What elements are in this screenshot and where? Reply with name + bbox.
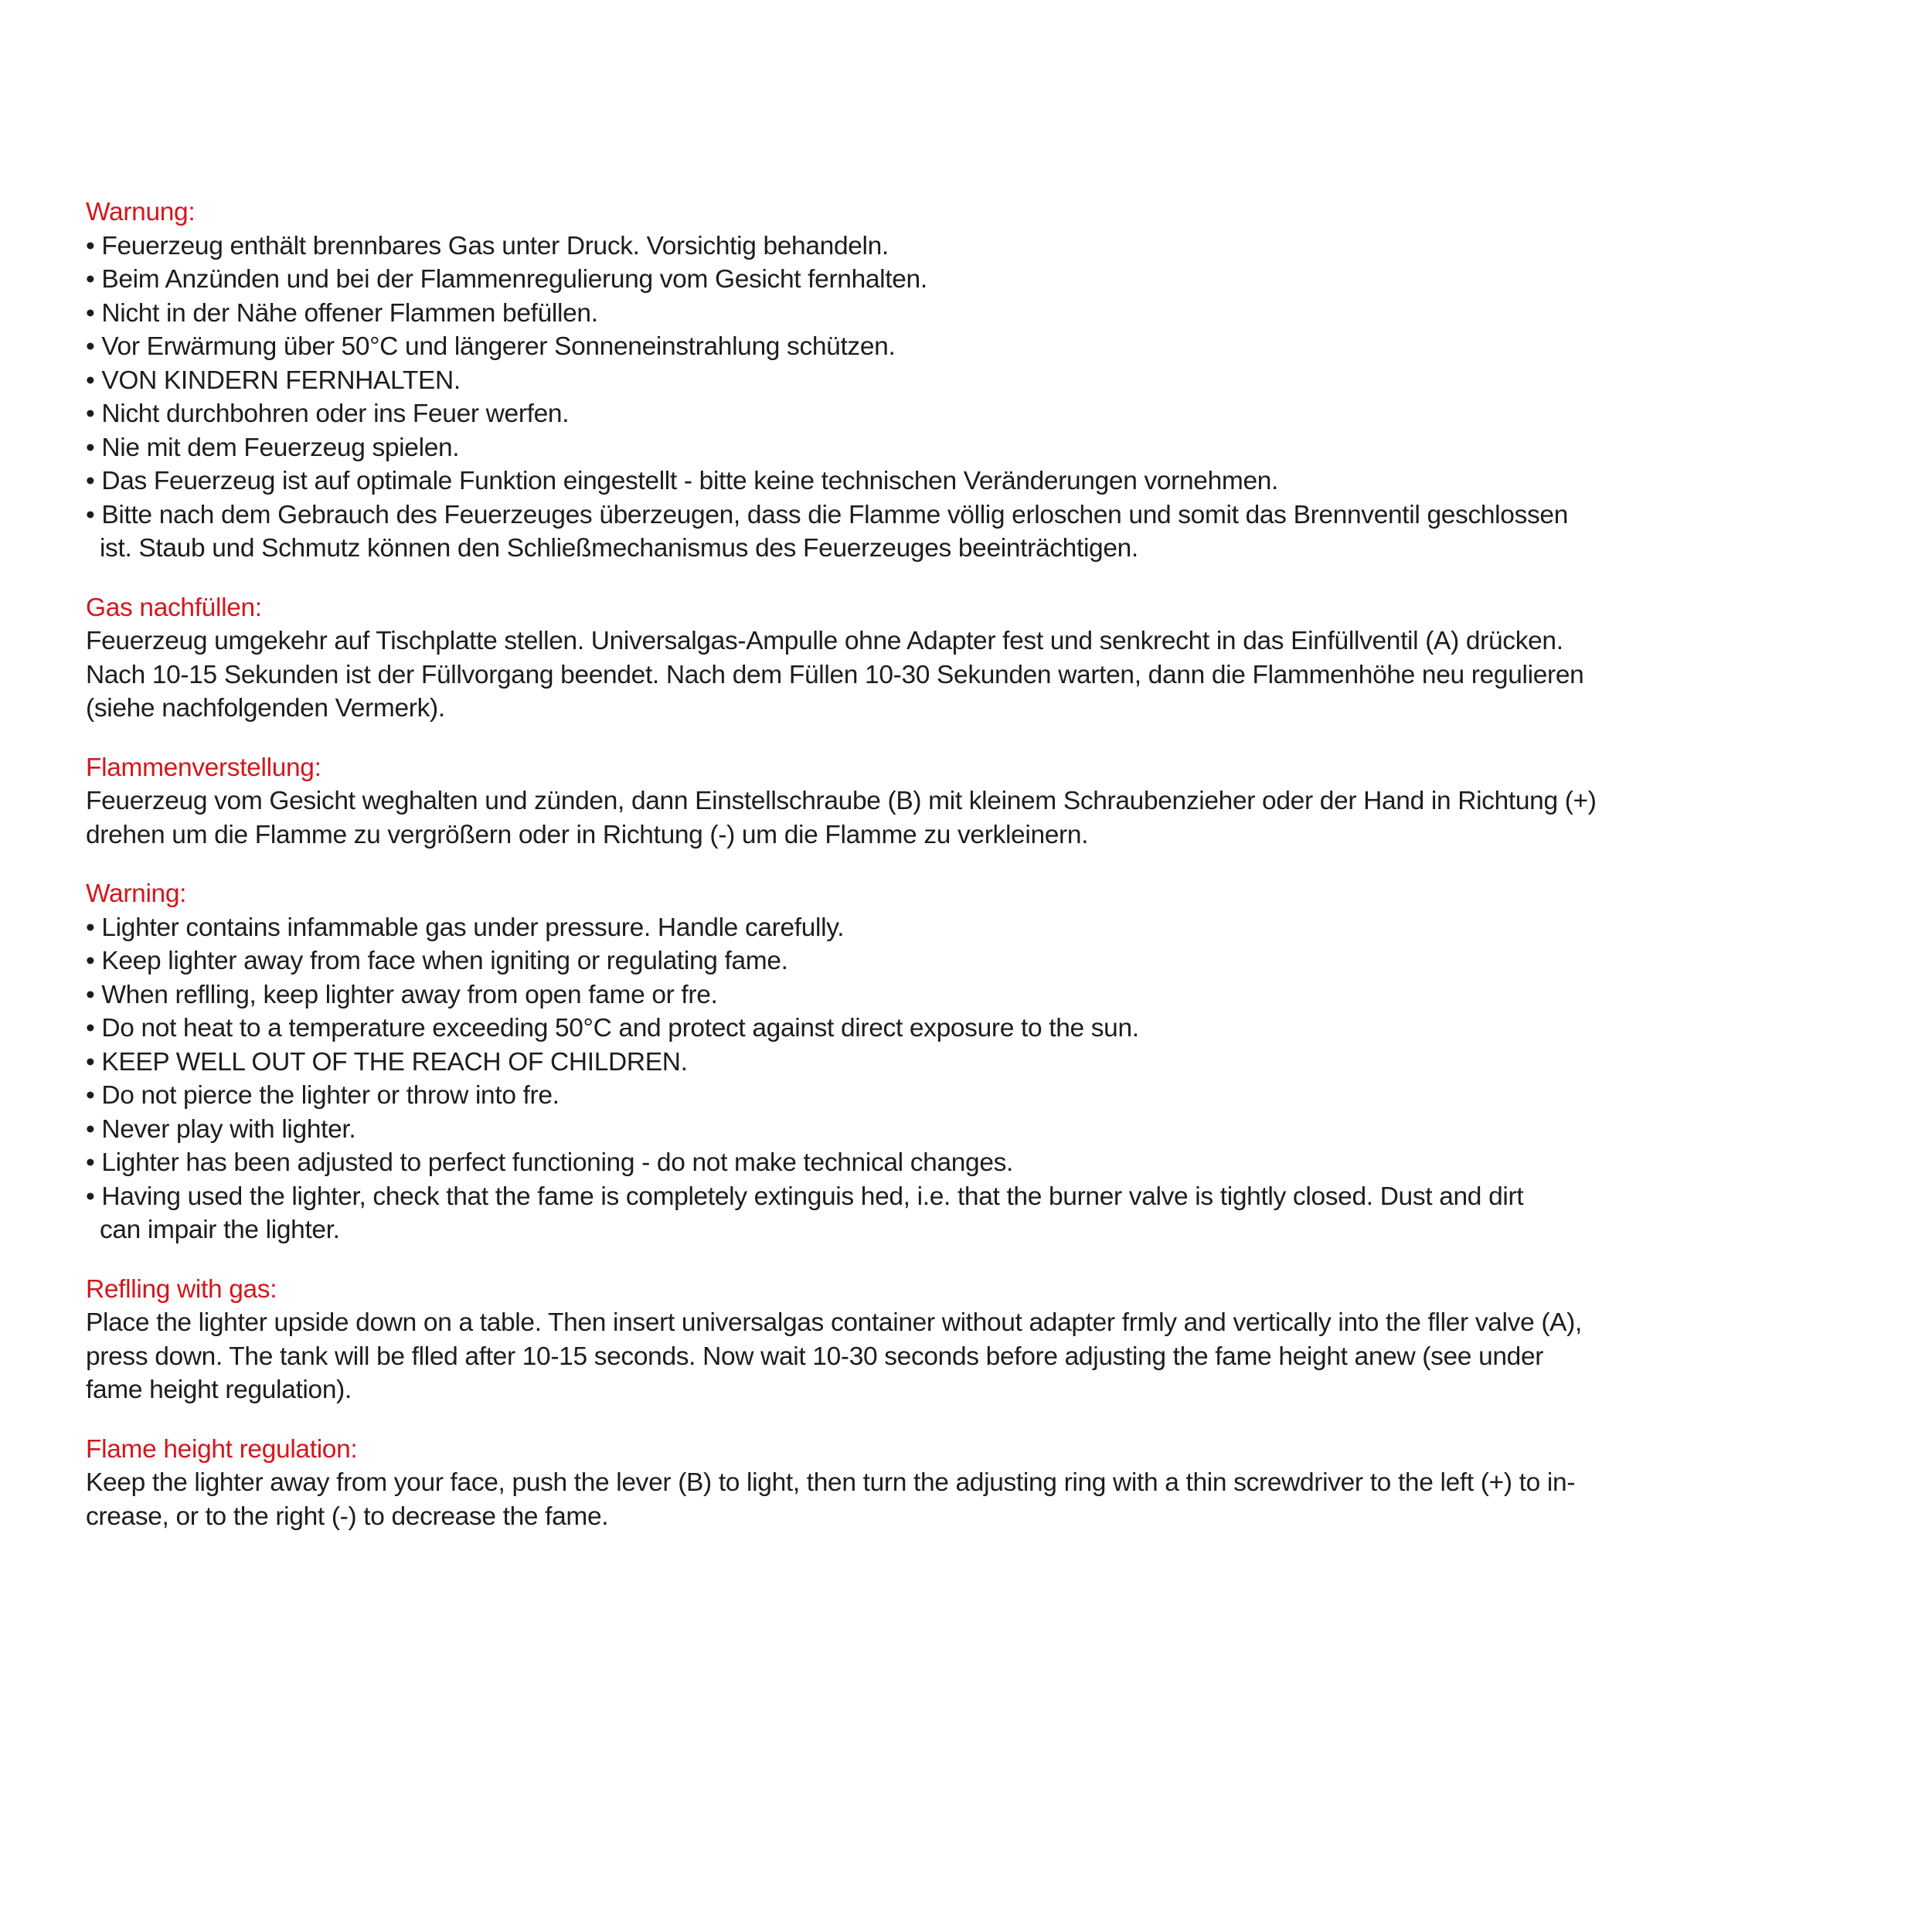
text-line: • Feuerzeug enthält brennbares Gas unter Druck. Vorsichtig behandeln.: [86, 231, 889, 260]
text-line: • Vor Erwärmung über 50°C und längerer Sonneneinstrahlung schützen.: [86, 332, 896, 361]
text-line: • Beim Anzünden und bei der Flammenregulierung vom Gesicht fernhalten.: [86, 265, 927, 294]
text-line: ist. Staub und Schmutz können den Schließmechanismus des Feuerzeuges beeinträchtigen.: [86, 534, 1138, 563]
section-warning-en: [86, 877, 1848, 1247]
text-line: Place the lighter upside down on a table. Then insert universalgas container without adapter frmly and vertically into the fller valve (A),: [86, 1308, 1582, 1337]
text-line: • Nie mit dem Feuerzeug spielen.: [86, 433, 460, 462]
section-flame-height-regulation: [86, 1433, 1848, 1534]
section-heading: Warnung:: [86, 198, 196, 226]
section-flammenverstellung: [86, 751, 1848, 852]
text-line: Keep the lighter away from your face, push the lever (B) to light, then turn the adjusting ring with a thin screwdriver to the left (+) to in-: [86, 1468, 1576, 1497]
section-heading: Flammenverstellung:: [86, 753, 321, 782]
text-line: (siehe nachfolgenden Vermerk).: [86, 694, 445, 723]
section-heading: Warning:: [86, 879, 187, 908]
text-line: Feuerzeug umgekehr auf Tischplatte stellen. Universalgas-Ampulle ohne Adapter fest und senkrecht in das Einfüllventil (A) drücken.: [86, 627, 1563, 655]
text-line: crease, or to the right (-) to decrease the fame.: [86, 1502, 609, 1531]
text-line: • When reflling, keep lighter away from open fame or fre.: [86, 980, 718, 1009]
text-line: • Lighter has been adjusted to perfect functioning - do not make technical changes.: [86, 1148, 1014, 1177]
text-line: • Nicht durchbohren oder ins Feuer werfen.: [86, 400, 570, 428]
text-line: • VON KINDERN FERNHALTEN.: [86, 366, 461, 395]
text-line: • Lighter contains infammable gas under pressure. Handle carefully.: [86, 913, 845, 942]
instruction-document: [86, 196, 1848, 1559]
text-line: can impair the lighter.: [86, 1216, 340, 1244]
section-heading: Flame height regulation:: [86, 1434, 358, 1464]
text-line: fame height regulation).: [86, 1376, 352, 1404]
text-line: • Nicht in der Nähe offener Flammen befüllen.: [86, 298, 598, 328]
text-line: • Das Feuerzeug ist auf optimale Funktion eingestellt - bitte keine technischen Veränderungen vornehmen.: [86, 467, 1279, 495]
text-line: • Do not pierce the lighter or throw into fre.: [86, 1081, 560, 1110]
text-line: press down. The tank will be flled after 10-15 seconds. Now wait 10-30 seconds before adjusting the fame height anew (see under: [86, 1342, 1544, 1371]
text-line: Nach 10-15 Sekunden ist der Füllvorgang beendet. Nach dem Füllen 10-30 Sekunden warten, dann die Flammenhöhe neu regulieren: [86, 660, 1584, 689]
section-refilling-with-gas: [86, 1273, 1848, 1407]
text-line: • Do not heat to a temperature exceeding 50°C and protect against direct exposure to the sun.: [86, 1014, 1139, 1043]
section-heading: Reflling with gas:: [86, 1274, 277, 1304]
section-heading: Gas nachfüllen:: [86, 593, 262, 622]
text-line: Feuerzeug vom Gesicht weghalten und zünden, dann Einstellschraube (B) mit kleinem Schraubenzieher oder der Hand in Richtung (+): [86, 787, 1597, 815]
text-line: • Never play with lighter.: [86, 1114, 356, 1144]
text-line: • Keep lighter away from face when igniting or regulating fame.: [86, 947, 788, 975]
section-gas-nachfuellen: [86, 591, 1848, 726]
text-line: • Having used the lighter, check that the fame is completely extinguis hed, i.e. that the burner valve is tightly closed. Dust and dirt: [86, 1182, 1524, 1211]
section-warnung-de: [86, 196, 1848, 566]
text-line: drehen um die Flamme zu vergrößern oder in Richtung (-) um die Flamme zu verkleinern.: [86, 820, 1089, 849]
text-line: • Bitte nach dem Gebrauch des Feuerzeuges überzeugen, dass die Flamme völlig erloschen und somit das Brennventil geschlossen: [86, 500, 1568, 529]
text-line: • KEEP WELL OUT OF THE REACH OF CHILDREN.: [86, 1047, 688, 1077]
